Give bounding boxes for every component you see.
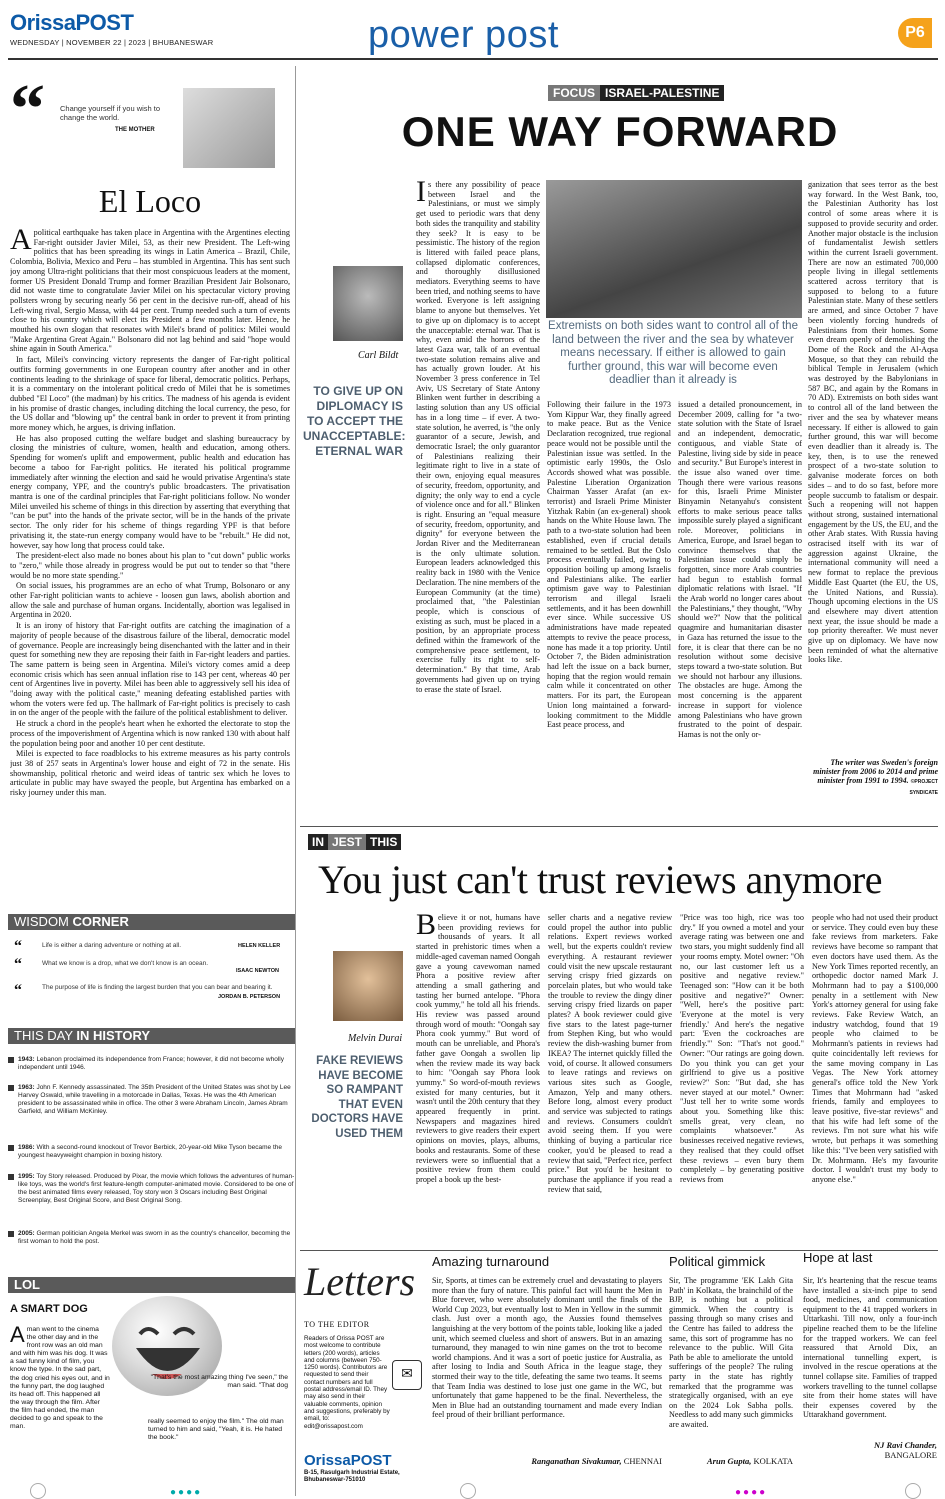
- author-name: Carl Bildt: [358, 350, 399, 361]
- focus-column: issued a detailed pronouncement, in December 2009, calling for "a two-state solution with the State of Israel and an independent, democratic, contiguous, and viable State of Palestine, living side by side in peace and security." But Europe's interest in the issue also waned over time. Though there were various reasons for this, Israeli Prime Minister Binyamin Netanyahu's consistent efforts to make serious peace talks impossible surely played a significant role. Moreover, politicians in America, Europe, and Israel began to convince themselves that the Palestinian issue could simply be forgotten, since more Arab countries had begun to establish formal diplomatic relations with Israel. "If the Arab world no longer cares about the Palestinians," they thought, "Why should we?" Now that the political quagmire and humanitarian disaster in Gaza has returned the issue to the fore, it is clear that there can be no resolution without some decisive steps toward a two-state solution. But we should not harbour any illusions. The obstacles are huge. Among the most concerning is the apparent increase in support for violence among Palestinians who have grown frustrated to the point of despair. Hamas is not the only or-: [678, 400, 802, 739]
- logo-orissa: Orissa: [304, 1452, 351, 1469]
- history-entry: [8, 1084, 298, 1116]
- history-year: 1986:: [18, 1144, 35, 1151]
- logo-post: POST: [350, 1452, 392, 1469]
- letter-place: CHENNAI: [623, 1456, 662, 1466]
- editorial-paragraph: It is an irony of history that Far-right outfits are catching the imagination of a majority of people because of the disastrous failure of the liberal, democratic model of governance. People are increasingly being disenchanted with the latter and in their quest for something new they are reposing their faith in Far-right leaders and parties. The same pattern is being seen in Argentina. Milei's victory comes amid a deep economic crisis which has seen annual inflation rise to 143 per cent, whereas 40 per cent of Argentines live in poverty. Milei has been able to aggressively sell his idea of "doing away with the political caste," meaning defeating established parties with whom the voters were fed up. The hallmark of Far-right politics is precisely to cash in on the anger of the people with the failure of the political establishment to deliver.: [10, 621, 290, 718]
- section-rule: [300, 826, 938, 827]
- lol-story: [10, 1322, 110, 1431]
- masthead: [10, 10, 230, 47]
- lol-title: A SMART DOG: [10, 1303, 88, 1315]
- column-divider: [295, 66, 296, 1496]
- editorial-paragraph: On social issues, his programmes are an echo of what Trump, Bolsonaro or any other Far-right politician wants to achieve - loosen gun laws, abolish abortion and allow the sale and purchase of human organs. Incidentally, abortion was legalised in Argentina in 2020.: [10, 581, 290, 620]
- author-photo: [333, 951, 403, 1021]
- quote-author: THE MOTHER: [115, 127, 155, 133]
- wisdom-corner-header: [8, 914, 296, 930]
- page-number-tab: P6: [898, 18, 932, 48]
- lol-header: [8, 1277, 296, 1293]
- editorial-paragraph: He has also proposed cutting the welfare budget and slashing bureaucracy by closing the ministries of culture, women, health and education, among others. Spending for women's uplift and empowerment, public health and education has become a taboo for Far-right politics. He iterated his political programme immediately after winning the election and said he would privatise Argentina's state energy company, YPF, and the country's public broadcasters. The privatisation mantra is one of the cardinal principles that Far-right politicians follow. No wonder Milei unveiled his scheme of things in this direction by asserting that everything that "can be put" into the hands of the private sector, will be in the hands of the private sector. The only rider for his scheme of things regarding YPF is that before privatising it, the state-run energy company would have to be "rebuilt." He did not, however, say how long that process could take.: [10, 433, 290, 550]
- writer-credit: [808, 758, 938, 798]
- color-dots-icon: ●●●●: [735, 1487, 768, 1498]
- wisdom-author: JORDAN B. PETERSON: [218, 994, 281, 1000]
- focus-tag-b: ISRAEL-PALESTINE: [600, 85, 724, 101]
- editorial-body: [10, 228, 290, 888]
- history-header: [8, 1028, 296, 1044]
- letters-info: Readers of Orissa POST are most welcome to contribute letters (200 words), articles and columns (between 750-1250 words). Contributors are requested to send their contact numbers and full postal address/email ID. They may also send in their valuable comments, opinion and suggestions, preferably by email, to: edit@orissapost.com: [304, 1335, 390, 1430]
- history-header-b: IN HISTORY: [76, 1028, 151, 1043]
- wisdom-quote: What we know is a drop, what we don't know is an ocean.: [42, 960, 208, 967]
- photo-caption: Extremists on both sides want to control all of the land between the river and the sea by whatever means necessary. If either is allowed to gain further ground, this war will become even deadlier than it already is: [548, 320, 798, 386]
- quote-mark-icon: “: [14, 956, 22, 973]
- header-rule: [8, 58, 938, 60]
- wisdom-header-a: WISDOM: [14, 914, 69, 929]
- history-text: Lebanon proclaimed its independence from France; however, it did not become wholly independent until 1946.: [18, 1056, 284, 1071]
- pull-quote: FAKE REVIEWS HAVE BECOME SO RAMPANT THAT EVEN DOCTORS HAVE USED THEM: [311, 1055, 403, 1140]
- section-title: power post: [368, 14, 559, 56]
- focus-column: [416, 180, 540, 792]
- history-year: 1943:: [18, 1056, 35, 1063]
- wisdom-author: ISAAC NEWTON: [236, 968, 279, 974]
- letter-author: Ranganathan Sivakumar,: [531, 1456, 622, 1466]
- letters-address: B-15, Rasulgarh Industrial Estate, Bhubaneswar-751010: [304, 1470, 400, 1483]
- history-text: Toy Story released. Produced by Pixar, the movie which follows the adventures of human-like toys, was the world's first feature-length computer-animated movie. Considered to be one of the best animated films every released, Toy story won 3 Oscars including Best Original Screenplay, Best Original Score, and Best Original Song.: [18, 1173, 295, 1204]
- focus-text: s there any possibility of peace between Israel and the Palestinians, or must we simply get used to periodic wars that deny both sides the tranquility and stability they seek? It is easy to be pessimistic. The history of the region is littered with failed peace plans, collapsed diplomatic conferences, and thoroughly disillusioned mediators. Everything seems to have been tried, and nothing seems to have worked. Everyone is left assigning blame to anyone but themselves. Yet to give up on diplomacy is to accept the unacceptable: eternal war. That is why, even amid the horrors of the latest Gaza war, talk of an eventual two-state solution remains alive and has actually grown louder. At his November 3 press conference in Tel Aviv, US Secretary of State Antony Blinken went further in describing a lasting solution than any US official has in a long time – if ever. A two-state solution, he averred, is "the only guarantor of a secure, Jewish, and democratic Israel; the only guarantor of Palestinians realizing their legitimate right to live in a state of their own, enjoying equal measures of security, freedom, opportunity, and dignity; the only way to end a cycle of violence once and for all." Blinken is right. Ensuring an "equal measure of security, freedom, opportunity, and dignity" for everyone between the Jordan River and the Mediterranean is the only ultimate solution. European leaders acknowledged this reality back in 1980 with the Venice Declaration. The nine members of the European Community (at the time) proclaimed that, "the Palestinian people, which is conscious of existing as such, must be placed in a position, by an appropriate process defined within the framework of the comprehensive peace settlement, to exercise fully its right to self-determination." By that time, Arab governments had given up on trying to erase the state of Israel.: [416, 180, 540, 694]
- quote-author-photo: [183, 88, 275, 168]
- quote-text: Change yourself if you wish to change the world.: [60, 104, 161, 122]
- editorial-paragraph: He struck a chord in the people's heart when he exhorted the electorate to stop the process of the impoverishment of Argentina which is now ranked 130 with about half the population being poor and another 10 per cent destitute.: [10, 719, 290, 748]
- lol-header-label: LOL: [14, 1277, 40, 1292]
- color-dots-icon: ●●●●: [170, 1487, 203, 1498]
- history-text: With a second-round knockout of Trevor Berbick, 20-year-old Mike Tyson became the youngest heavyweight champion in boxing history.: [18, 1144, 282, 1159]
- focus-tag-a: FOCUS: [548, 85, 600, 101]
- lol-story-cont: "That's the most amazing thing I've seen," the man said. "That dog: [150, 1374, 288, 1390]
- registration-mark-icon: [905, 1483, 921, 1499]
- logo-post: POST: [75, 10, 134, 35]
- letter-place: BANGALORE: [884, 1450, 937, 1460]
- jest-tag: [308, 835, 401, 849]
- wisdom-header-b: CORNER: [72, 914, 129, 929]
- jest-column: seller charts and a negative review could propel the author into public relations. Expert reviews worked well, but the experts couldn't review everything. A restaurant reviewer could visit the new upscale restaurant serving crispy fried gizzards on porcelain plates, but who would take the trouble to review the dingy diner serving crispy fried lizards on paper plates? A book reviewer could give five stars to the latest page-turner from Stephen King, but who would review the dish-washing burner from IKEA? The internet quickly filled the void, of course. It allowed consumers to leave ratings and reviews on various sites such as Google, Amazon, Yelp and many others. Before long, almost every product and service was subjected to ratings and reviews. Consumers couldn't avoid seeing them. If you were thinking of buying a particular rice cooker, you'd be pleased to read a review that said, "Perfect rice, perfect price." But you'd be hesitant to purchase the appliance if you read a review that said,: [548, 913, 672, 1194]
- syndicate-credit: ©PROJECT SYNDICATE: [909, 779, 938, 796]
- jest-tag-b: JEST: [328, 834, 366, 850]
- history-year: 2005:: [18, 1230, 35, 1237]
- wisdom-quote: The purpose of life is finding the largest burden that you can bear and bearing it.: [42, 984, 273, 991]
- author-name: Melvin Durai: [348, 1033, 403, 1044]
- jest-dropcap: B: [416, 913, 437, 941]
- history-entry: [8, 1056, 298, 1072]
- jest-column: "Price was too high, rice was too dry." If you owned a motel and your average rating was between one and two stars, you might suddenly find all your rooms empty. Motel owner: "Oh no, our last customer left us a positive and negative review." Teenaged son: "How can it be both positive and negative?" Owner: "Well, here's the positive part: 'Everyone at the motel is very friendly.' And here's the negative part: 'Even the cockroaches are friendly.'" Son: "That's not good." Owner: "Our ratings are going down. Do you think you can get your girlfriend to give us a positive review?" Son: "But dad, she has never stayed at our motel." Owner: "Just tell her to write some words about you. Something like this: smells great, very clean, no complaints whatsoever." As businesses received negative reviews, they realised that they could offset these reviews – even bury them completely – by generating positive reviews from: [680, 913, 804, 1184]
- registration-mark-icon: [30, 1483, 46, 1499]
- pull-quote: TO GIVE UP ON DIPLOMACY IS TO ACCEPT THE UNACCEPTABLE: ETERNAL WAR: [303, 384, 406, 458]
- credit-text: The writer was Sweden's foreign minister from 2006 to 2014 and prime minister from 1991 to 1994.: [813, 758, 938, 785]
- quote-mark-icon: “: [14, 938, 22, 955]
- author-photo: [333, 266, 403, 341]
- history-entry: [8, 1144, 298, 1160]
- editorial-paragraph: Milei is expected to face roadblocks to his extreme measures as his party controls just 38 of 257 seats in Argentina's lower house and eight of 72 in the senate. His showmanship, political rhetoric and weird ideas of tantric sex which he loves to articulate in public may have swayed the people, but Argentina has embarked on a risky journey under this man.: [10, 749, 290, 798]
- editorial-paragraph: political earthquake has taken place in Argentina with the Argentines electing Far-right outsider Javier Milei, 53, as their new President. The Left-wing politics that has been spreading its wings in Latin America – Brazil, Chile, Colombia, Bolivia, Mexico and Peru – has stumbled in Argentina. This has sent such joy among Ultra-right politicians that their most conspicuous leaders at the moment, former US President Donald Trump and former Brazilian President Jair Bolsonaro, did not waste time to congratulate Javier Milei on his spectacular victory proving pollsters wrong by securing nearly 56 per cent in the decisive run-off, ahead of his Left-wing rival, Sergio Massa, with 44 per cent. Trump needed such a turn of events close to his country which will elect its President a few months later. Hence, he mouthed his own slogan that resonates with Milei's brand of politics: Milei would "Make Argentina Great Again." Bolsonaro did not lag behind and said "hope would shine again in South America.": [10, 228, 290, 354]
- letter-body: Sir, Sports, at times can be extremely cruel and devastating to players more than the fury of nature. This painful fact will haunt the Men in Blue forever, who were absolutely dominant until the finals of the World Cup 2023, but eventually lost to Men in Yellow in the summit clash. Just over a month ago, the Aussies found themselves languishing at the very bottom of the points table, looking like a jaded unit, which seemed clueless and short of answers. But in an amazing turnaround, they managed to win nine games on the trot to become world champions. And it was a sort of poetic justice for Australia, as after losing to India and South Africa in the league stage, they stormed their way to the title, defeating the same two teams. It seems that Team India was destined to lose just one game in the WC, but unfortunately that game happened to be the final. Nevertheless, the Men in Blue had an outstanding tournament and made every Indian feel proud of their brilliant performance.: [432, 1276, 662, 1420]
- letter-heading: Political gimmick: [669, 1254, 766, 1269]
- history-entry: [8, 1173, 298, 1205]
- lol-dropcap: A: [10, 1322, 25, 1347]
- history-entry: [8, 1230, 298, 1246]
- letter-body: Sir, It's heartening that the rescue teams have installed a six-inch pipe to send food, medicines, and communication equipment to the 41 trapped workers in Uttarkashi. Till now, only a four-inch pipeline reached them to be the lifeline for the trapped workers. We can feel reassured that Arnold Dix, an international tunnelling expert, is involved in the rescue operations at the tunnel collapse site. Families of trapped workers travelling to the tunnel collapse site from their home states will have their expenses covered by the Uttarakhand government.: [803, 1276, 937, 1420]
- letters-logo: Letters: [304, 1259, 416, 1304]
- wisdom-author: HELEN KELLER: [238, 943, 281, 949]
- focus-headline: ONE WAY FORWARD: [401, 108, 839, 155]
- focus-dropcap: I: [416, 180, 426, 208]
- lol-text: man went to the cinema the other day and in the front row was an old man and with him was his dog. It was a sad funny kind of film, you know the type. In the sad part, the dog cried his eyes out, and in the funny part, the dog laughed its head off. This happened all the way through the film. After the film had ended, the man decided to go and speak to the man.: [10, 1326, 110, 1431]
- jest-tag-a: IN: [308, 834, 328, 850]
- letter-signature: [803, 1440, 937, 1460]
- letters-subtitle: TO THE EDITOR: [304, 1320, 370, 1329]
- newspaper-logo-small: [304, 1452, 392, 1469]
- quote-mark-icon: “: [10, 71, 45, 148]
- jest-column: [416, 913, 540, 1243]
- email-icon: ✉: [392, 1360, 422, 1390]
- letter-heading: Hope at last: [803, 1250, 873, 1265]
- history-year: 1963:: [18, 1084, 35, 1091]
- focus-tag: [548, 86, 724, 100]
- dateline: WEDNESDAY | NOVEMBER 22 | 2023 | BHUBANESWAR: [10, 38, 214, 47]
- jest-headline: You just can't trust reviews anymore: [318, 857, 882, 902]
- newspaper-logo[interactable]: [10, 10, 230, 36]
- editorial-dropcap: A: [10, 228, 32, 256]
- letter-place: KOLKATA: [753, 1456, 793, 1466]
- jest-tag-c: THIS: [366, 834, 401, 850]
- lol-story-end: really seemed to enjoy the film." The old man turned to him and said, "Yeah, it is. He hated the book.": [148, 1418, 284, 1442]
- history-year: 1995:: [18, 1173, 35, 1180]
- editorial-paragraph: The president-elect also made no bones about his plan to "cut down" public works to "zero," while those already in progress would be put out to tender so that "there would be no more state spending.": [10, 551, 290, 580]
- letter-signature: [432, 1456, 662, 1466]
- jest-column: people who had not used their product or service. They could even buy these fake reviews from marketers. Fake reviews have become so rampant that even doctors have used them. As the New York Times reported recently, an orthopedic doctor named Mark J. Mohrmann had to pay a $100,000 penalty in a settlement with New York's attorney general for using fake reviews. Fake Review Watch, an industry watchdog, found that 19 people who claimed to be Mohrmann's patients in reviews had quite coincidentally left reviews for the same moving company in Las Vegas. The New York attorney general's office told the New York Times that Mohrmann had "asked friends, family and employees to leave positive, five-star reviews" and that his wife had left some of the reviews. I'm not sure what his wife wrote, but perhaps it was something like this: "I've been very satisfied with Dr. Mohrmann. He's my favourite doctor. I wouldn't trust my body to anyone else.": [812, 913, 938, 1184]
- registration-mark-icon: [460, 1483, 476, 1499]
- editorial-paragraph: In fact, Milei's convincing victory represents the danger of Far-right political outfits forming governments in one European country after another and in other continents leading to the shrinkage of space for liberal, democratic politics. Perhaps, it is a commentary on the intolerant political credo of Milei that he is sometimes dubbed "El Loco" (the madman) by his critics. The madness of his agenda is evident in his promise of drastic changes, including ditching the local currency, the peso, for the US dollar and "blowing up" the central bank in order to prevent it from printing more money which, he argues, is driving inflation.: [10, 355, 290, 433]
- letter-author: Arun Gupta,: [706, 1456, 752, 1466]
- letter-heading: Amazing turnaround: [432, 1254, 550, 1269]
- editorial-title: El Loco: [98, 183, 202, 219]
- focus-column: Following their failure in the 1973 Yom Kippur War, they finally agreed to make peace. But as the Venice Declaration recognized, true regional peace would not be possible until the Palestinian issue was settled. In the optimistic early 1990s, the Oslo Accords showed what was possible. Palestine Liberation Organization Chairman Yasser Arafat (an ex-terrorist) and Israeli Prime Minister Yitzhak Rabin (an ex-general) shook hands on the White House lawn. The path to a two-state solution had been established, even if crucial details remained to be settled. But the Oslo process eventually failed, owing to opposition boiling up among Israelis and Palestinians alike. The earlier optimism gave way to Palestinian terrorism and illegal Israeli settlements, and it has been downhill ever since. While successive US administrations have made repeated attempts to revive the peace process, none has made it a top priority. Until October 7, the Biden administration had left the issue on a back burner, hoping that the region would remain calm while it concentrated on other matters. For its part, the European Union long maintained a forward-looking commitment to the Middle East peace process, and: [547, 400, 671, 730]
- history-header-a: THIS DAY: [14, 1028, 73, 1043]
- focus-column: ganization that sees terror as the best way forward. In the West Bank, too, the Palestinian Authority has lost control of some areas where it is supposed to provide security and order. Another major obstacle is the inclusion of fundamentalist Jewish settlers within the current Israeli government. There are now an estimated 700,000 people living in illegal settlements scattered across territory that is supposed to belong to a future Palestinian state. Many of these settlers are armed, and since October 7 have been violently forcing hundreds of Palestinians from their homes. Some even dream openly of demolishing the Dome of the Rock and the Al-Aqsa Mosque, so that they can rebuild the biblical Temple in Jerusalem (which was destroyed by the Babylonians in 587 BC, and again by the Romans in 70 AD). Extremists on both sides want to control all of the land between the river and the sea by whatever means necessary. If either is allowed to gain further ground, this war will become even deadlier than it already is. The key, then, is to use the renewed prospect of a two-state solution to galvanise moderate forces on both sides – and to do so fast, before more people succumb to fatalism or despair. Such a reopening will not happen without strong, sustained international engagement by the US, the EU, and the other Arab states. With Russia having ostracised itself with its war of aggression against Ukraine, the international community will need a new format to replace the previous Middle East Quartet (the EU, the US, the United Nations, and Russia). Though upcoming elections in the US and elsewhere may divert attention next year, the issue should be made a top priority thereafter. We must never give up on diplomacy. We have now been reminded of what the alternative looks like.: [808, 180, 938, 665]
- focus-photo: [546, 180, 802, 318]
- history-text: German politician Angela Merkel was sworn in as the country's chancellor, becoming the first woman to hold the post.: [18, 1230, 291, 1245]
- jest-text: elieve it or not, humans have been providing reviews for thousands of years. It all started in prehistoric times when a middle-aged caveman named Oongah gave a young cavewoman named Phora a positive review after attending a small gathering and tasting her burned antelope. "Phora cook yummy," he told all his friends. His review was passed around through word of mouth: "Oongah say Phora cook yummy." But word of mouth can be unreliable, and Phora's father gave Oongah a swollen lip when the review made its way back to him: "Oongah say Phora look yummy." So word-of-mouth reviews existed for many centuries, but it wasn't until the 20th century that they appeared frequently in print. Newspapers and magazines hired reviewers to give readers their expert opinions on movies, plays, albums, books and restaurants. Some of these reviewers were so influential that a positive review from them could propel a book up the best-: [416, 913, 540, 1184]
- logo-orissa: Orissa: [10, 10, 76, 35]
- quote-mark-icon: “: [14, 982, 22, 999]
- wisdom-quote: Life is either a daring adventure or nothing at all.: [42, 942, 182, 949]
- letter-author: NJ Ravi Chander,: [873, 1440, 937, 1450]
- letter-signature: [669, 1456, 793, 1466]
- history-text: John F. Kennedy assassinated. The 35th President of the United States was shot by Lee Harvey Oswald, while travelling in a motorcade in Dallas, Texas. He was the 4th American president to be assassinated while in office. The other 3 were Abraham Lincoln, James Abram Garfield, and William McKinley.: [18, 1084, 291, 1115]
- letter-body: Sir, The programme 'EK Lakh Gita Path' in Kolkata, the brainchild of the BJP, is nothing but a political gimmick. When the country is passing through so many crises and the Centre has failed to address the same, this sort of programme has no relevance to the public. Will Gita Path be able to ameliorate the untold sufferings of the people? The ruling party in the state has rightly remarked that the programme was strategically organised, with an eye on the 2024 Lok Sabha polls. Needless to add many such gimmicks are awaited.: [669, 1276, 793, 1429]
